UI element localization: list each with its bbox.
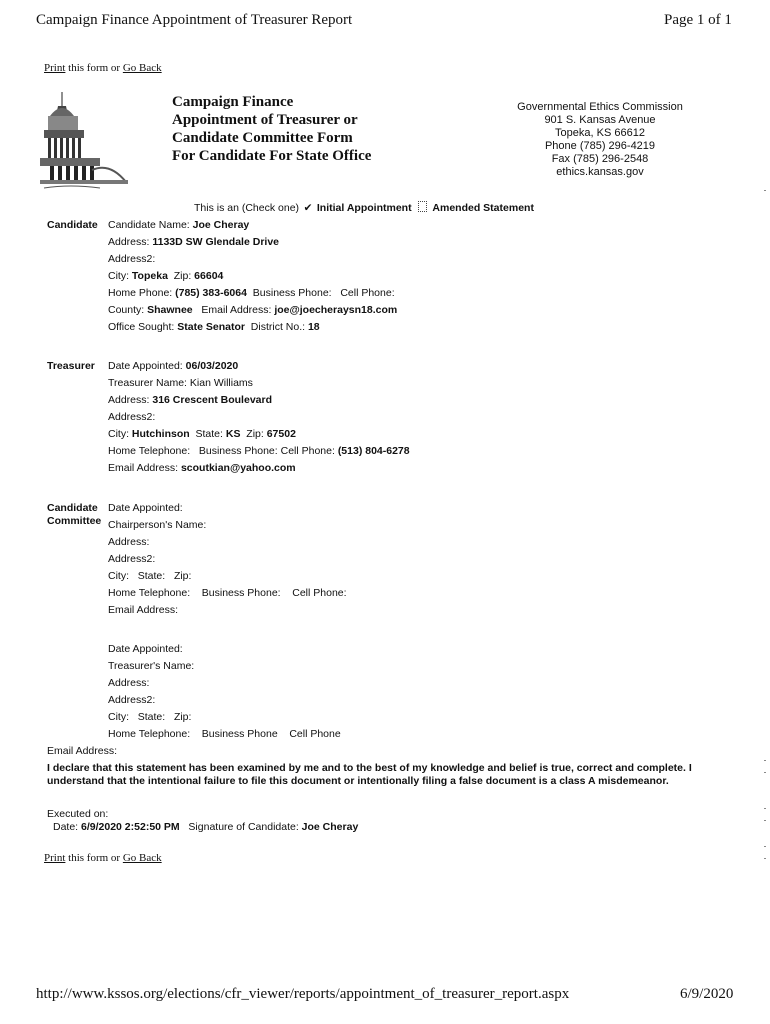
executed-date-value: 6/9/2020 2:52:50 PM	[81, 821, 180, 833]
bottom-links	[44, 852, 162, 864]
go-back-link[interactable]: Go Back	[122, 62, 162, 74]
candidate-address-row	[108, 236, 279, 248]
treasurer-state-label: State:	[189, 428, 226, 440]
candidate-district-label: District No.:	[244, 321, 308, 333]
candidate-county-label: County:	[108, 304, 148, 316]
executed-date-label: Date:	[53, 821, 82, 833]
treasurer-date-label: Date Appointed:	[108, 360, 186, 372]
candidate-county-row	[108, 304, 397, 316]
treasurer-business-label: Business Phone:	[190, 445, 281, 457]
executed-label: Executed on:	[47, 808, 109, 820]
margin-mark	[764, 846, 766, 847]
declaration-text: I declare that this statement has been examined by me and to the best of my knowledge and belief is true, correct and complete. I understand that the intentional failure to file this document or intentionally filing a false document is a class A misdemeanor.	[47, 762, 692, 787]
amended-checkbox[interactable]	[418, 201, 427, 212]
committee-email: Email Address:	[108, 604, 179, 616]
treasurer-address2: Address2:	[108, 411, 156, 423]
bottom-links-sep: this form or	[65, 852, 123, 864]
candidate-city-row	[108, 270, 223, 282]
candidate-business-phone-label: Business Phone:	[246, 287, 332, 299]
committee-address: Address:	[108, 536, 150, 548]
committee-treasurer-name: Treasurer's Name:	[108, 660, 195, 672]
page-number: Page 1 of 1	[664, 12, 732, 28]
candidate-office-row	[108, 321, 320, 333]
committee-date: Date Appointed:	[108, 502, 183, 514]
form-title-line-2: Appointment of Treasurer or	[172, 112, 358, 128]
agency-name: Governmental Ethics Commission	[517, 101, 683, 113]
top-links	[44, 62, 162, 74]
print-link[interactable]: Print	[44, 62, 66, 74]
committee-address2: Address2:	[108, 553, 156, 565]
committee-heading-line-2: Committee	[47, 515, 102, 527]
treasurer-date-value: 06/03/2020	[185, 360, 239, 372]
treasurer-cell-label: Cell Phone:	[280, 445, 338, 457]
treasurer-phone-row	[108, 445, 410, 457]
bottom-email-label: Email Address:	[47, 745, 118, 757]
agency-address: 901 S. Kansas Avenue	[544, 114, 656, 126]
signature-value: Joe Cheray	[301, 821, 359, 833]
committee-phones: Home Telephone: Business Phone: Cell Phone:	[108, 587, 347, 599]
candidate-name-label: Candidate Name:	[108, 219, 193, 231]
candidate-email-label: Email Address:	[192, 304, 275, 316]
treasurer-address-value: 316 Crescent Boulevard	[152, 394, 272, 406]
form-title-line-1: Campaign Finance	[172, 94, 294, 110]
candidate-address2: Address2:	[108, 253, 156, 265]
committee-treasurer-address: Address:	[108, 677, 150, 689]
treasurer-state-value: KS	[225, 428, 241, 440]
candidate-zip-label: Zip:	[167, 270, 195, 282]
margin-mark	[764, 772, 766, 773]
committee-treasurer-phones: Home Telephone: Business Phone Cell Phone	[108, 728, 341, 740]
treasurer-cell-value: (513) 804-6278	[337, 445, 410, 457]
treasurer-city-row	[108, 428, 296, 440]
candidate-cell-phone-label: Cell Phone:	[331, 287, 395, 299]
candidate-home-phone-value: (785) 383-6064	[175, 287, 247, 299]
print-link-bottom[interactable]: Print	[44, 852, 66, 864]
candidate-address-value: 1133D SW Glendale Drive	[152, 236, 280, 248]
links-sep: this form or	[65, 62, 123, 74]
treasurer-address-row	[108, 394, 272, 406]
committee-treasurer-date: Date Appointed:	[108, 643, 183, 655]
candidate-home-phone-label: Home Phone:	[108, 287, 176, 299]
check-line-prefix: This is an (Check one)	[194, 202, 300, 214]
committee-treasurer-address2: Address2:	[108, 694, 156, 706]
candidate-phone-row	[108, 287, 395, 299]
treasurer-home-tel-label: Home Telephone:	[108, 445, 191, 457]
candidate-name-value: Joe Cheray	[192, 219, 250, 231]
check-mark-icon[interactable]: ✔	[303, 202, 313, 214]
candidate-district-value: 18	[307, 321, 320, 333]
form-title-line-3: Candidate Committee Form	[172, 130, 353, 146]
margin-mark	[764, 760, 766, 761]
candidate-address-label: Address:	[108, 236, 153, 248]
agency-phone: Phone (785) 296-4219	[544, 140, 656, 152]
form-title-line-4: For Candidate For State Office	[172, 148, 372, 164]
agency-fax: Fax (785) 296-2548	[551, 153, 649, 165]
treasurer-email-label: Email Address:	[108, 462, 181, 474]
margin-mark	[764, 808, 766, 809]
treasurer-zip-value: 67502	[266, 428, 296, 440]
treasurer-email-value: scoutkian@yahoo.com	[180, 462, 296, 474]
committee-chair: Chairperson's Name:	[108, 519, 207, 531]
candidate-office-label: Office Sought:	[108, 321, 178, 333]
treasurer-city-label: City:	[108, 428, 132, 440]
go-back-link-bottom[interactable]: Go Back	[122, 852, 162, 864]
candidate-name-row	[108, 219, 249, 231]
initial-appointment-label: Initial Appointment	[316, 202, 412, 214]
agency-city: Topeka, KS 66612	[555, 127, 645, 139]
candidate-office-value: State Senator	[177, 321, 245, 333]
candidate-county-value: Shawnee	[147, 304, 193, 316]
executed-row	[53, 821, 358, 833]
margin-mark	[764, 190, 766, 191]
check-line	[194, 201, 534, 214]
footer-url: http://www.kssos.org/elections/cfr_viewer/reports/appointment_of_treasurer_report.aspx	[36, 986, 570, 1002]
treasurer-city-value: Hutchinson	[131, 428, 190, 440]
margin-mark	[764, 820, 766, 821]
treasurer-name-row	[108, 377, 253, 389]
capitol-logo	[40, 92, 130, 192]
signature-label: Signature of Candidate:	[179, 821, 302, 833]
candidate-heading: Candidate	[47, 219, 98, 231]
footer-date: 6/9/2020	[680, 986, 734, 1002]
agency-website: ethics.kansas.gov	[556, 166, 644, 178]
treasurer-heading: Treasurer	[47, 360, 95, 372]
committee-treasurer-city: City: State: Zip:	[108, 711, 192, 723]
margin-mark	[764, 858, 766, 859]
treasurer-zip-label: Zip:	[240, 428, 267, 440]
candidate-city-value: Topeka	[131, 270, 168, 282]
committee-heading-line-1: Candidate	[47, 502, 98, 514]
amended-statement-label: Amended Statement	[432, 202, 534, 214]
page-header-title: Campaign Finance Appointment of Treasurer Report	[36, 12, 353, 28]
treasurer-name-label: Treasurer Name:	[108, 377, 190, 389]
treasurer-email-row	[108, 462, 296, 474]
candidate-zip-value: 66604	[194, 270, 224, 282]
treasurer-date-row	[108, 360, 238, 372]
committee-city: City: State: Zip:	[108, 570, 192, 582]
candidate-city-label: City:	[108, 270, 132, 282]
treasurer-address-label: Address:	[108, 394, 153, 406]
treasurer-name-value: Kian Williams	[189, 377, 253, 389]
candidate-email-value: joe@joecheraysn18.com	[274, 304, 398, 316]
